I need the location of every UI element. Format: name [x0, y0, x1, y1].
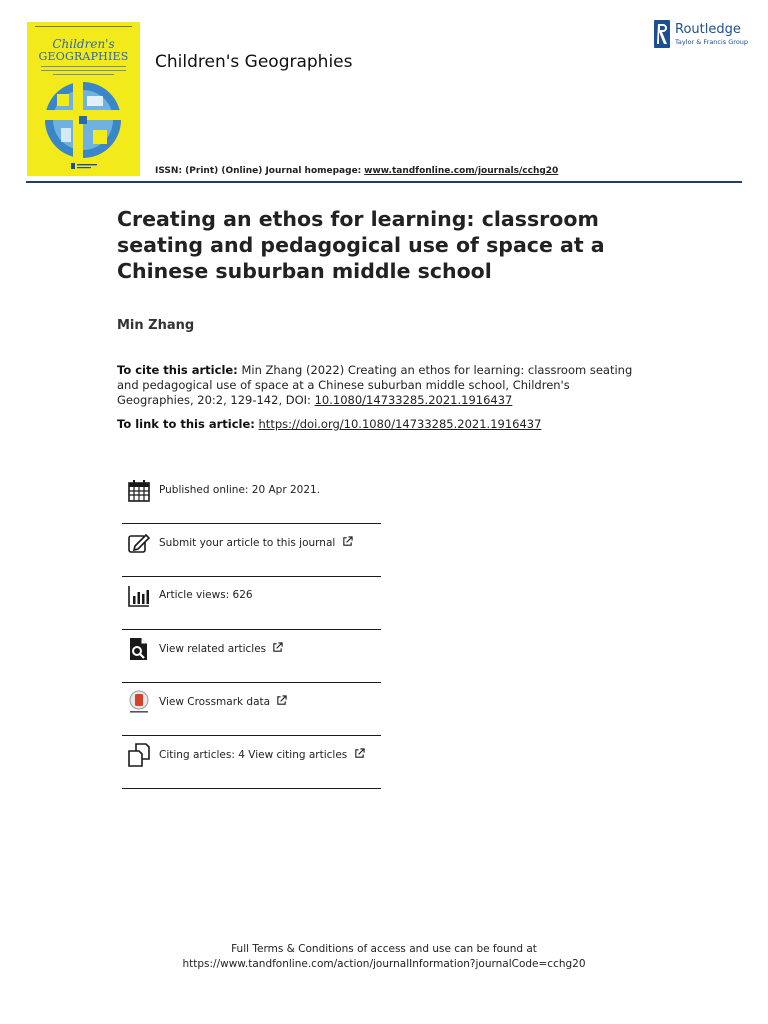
article-author: Min Zhang: [117, 318, 195, 333]
published-date: Published online: 20 Apr 2021.: [159, 484, 321, 496]
citing-articles-link[interactable]: [159, 748, 365, 761]
cover-artwork: [43, 80, 123, 160]
terms-url[interactable]: https://www.tandfonline.com/action/journalInformation?journalCode=cchg20: [182, 958, 586, 970]
cite-text: Min Zhang (2022) Creating an ethos for learning: classroom seating and pedagogical use of space at a Chinese suburban middle school, Children's Geographies, 20:2, 129-142, DOI:: [117, 363, 633, 407]
citing-articles-row[interactable]: [122, 736, 381, 789]
crossmark-link[interactable]: [159, 695, 287, 708]
bar-chart-icon: [127, 584, 151, 608]
article-info-panel: [122, 472, 381, 789]
crossmark-label: View Crossmark data: [159, 696, 271, 708]
link-label: To link to this article:: [117, 417, 255, 431]
published-row: [122, 472, 381, 524]
citing-articles-label: Citing articles: 4 View citing articles: [159, 749, 348, 761]
article-link-line: [117, 417, 541, 431]
citation-block: [117, 363, 647, 408]
routledge-logo[interactable]: [653, 20, 748, 50]
document-search-icon: [127, 637, 151, 661]
calendar-icon: [127, 479, 151, 503]
submit-article-label: Submit your article to this journal: [159, 537, 336, 549]
cover-publisher-logo: [71, 162, 97, 170]
article-doi-url[interactable]: https://doi.org/10.1080/14733285.2021.1916437: [258, 417, 542, 431]
terms-text: Full Terms & Conditions of access and use can be found at: [231, 943, 537, 955]
cover-subtitle-line: [41, 70, 126, 71]
related-articles-row[interactable]: [122, 630, 381, 683]
cover-rule: [35, 26, 132, 27]
article-views: Article views: 626: [159, 589, 253, 601]
cite-label: To cite this article:: [117, 363, 238, 377]
article-title: Creating an ethos for learning: classroom seating and pedagogical use of space at a Chinese suburban middle school: [117, 207, 605, 283]
edit-icon: [127, 531, 151, 555]
article-views-row: [122, 577, 381, 630]
header-divider: [26, 181, 742, 183]
external-link-icon: [272, 642, 283, 653]
submit-article-row[interactable]: [122, 524, 381, 577]
issn-line: [155, 166, 558, 176]
issn-label: ISSN: (Print) (Online) Journal homepage:: [155, 166, 362, 176]
journal-title: Children's Geographies: [155, 52, 353, 72]
cover-title-line2: GEOGRAPHIES: [38, 50, 129, 63]
copy-documents-icon: [127, 743, 151, 767]
routledge-icon: [653, 20, 671, 48]
external-link-icon: [354, 748, 365, 759]
publisher-name: Routledge: [675, 22, 741, 37]
journal-cover: [27, 22, 140, 176]
doi-link[interactable]: 10.1080/14733285.2021.1916437: [314, 393, 513, 407]
cover-subtitle-line: [53, 74, 114, 75]
crossmark-icon: [127, 690, 151, 714]
journal-homepage-link[interactable]: www.tandfonline.com/journals/cchg20: [364, 166, 559, 176]
related-articles-label: View related articles: [159, 643, 267, 655]
submit-article-link[interactable]: [159, 536, 353, 549]
crossmark-row[interactable]: [122, 683, 381, 736]
related-articles-link[interactable]: [159, 642, 283, 655]
cover-subtitle-line: [41, 66, 126, 67]
publisher-group: Taylor & Francis Group: [675, 38, 749, 46]
external-link-icon: [276, 695, 287, 706]
terms-footer: [0, 942, 768, 972]
cover-title-line1: Children's: [52, 37, 115, 51]
external-link-icon: [342, 536, 353, 547]
